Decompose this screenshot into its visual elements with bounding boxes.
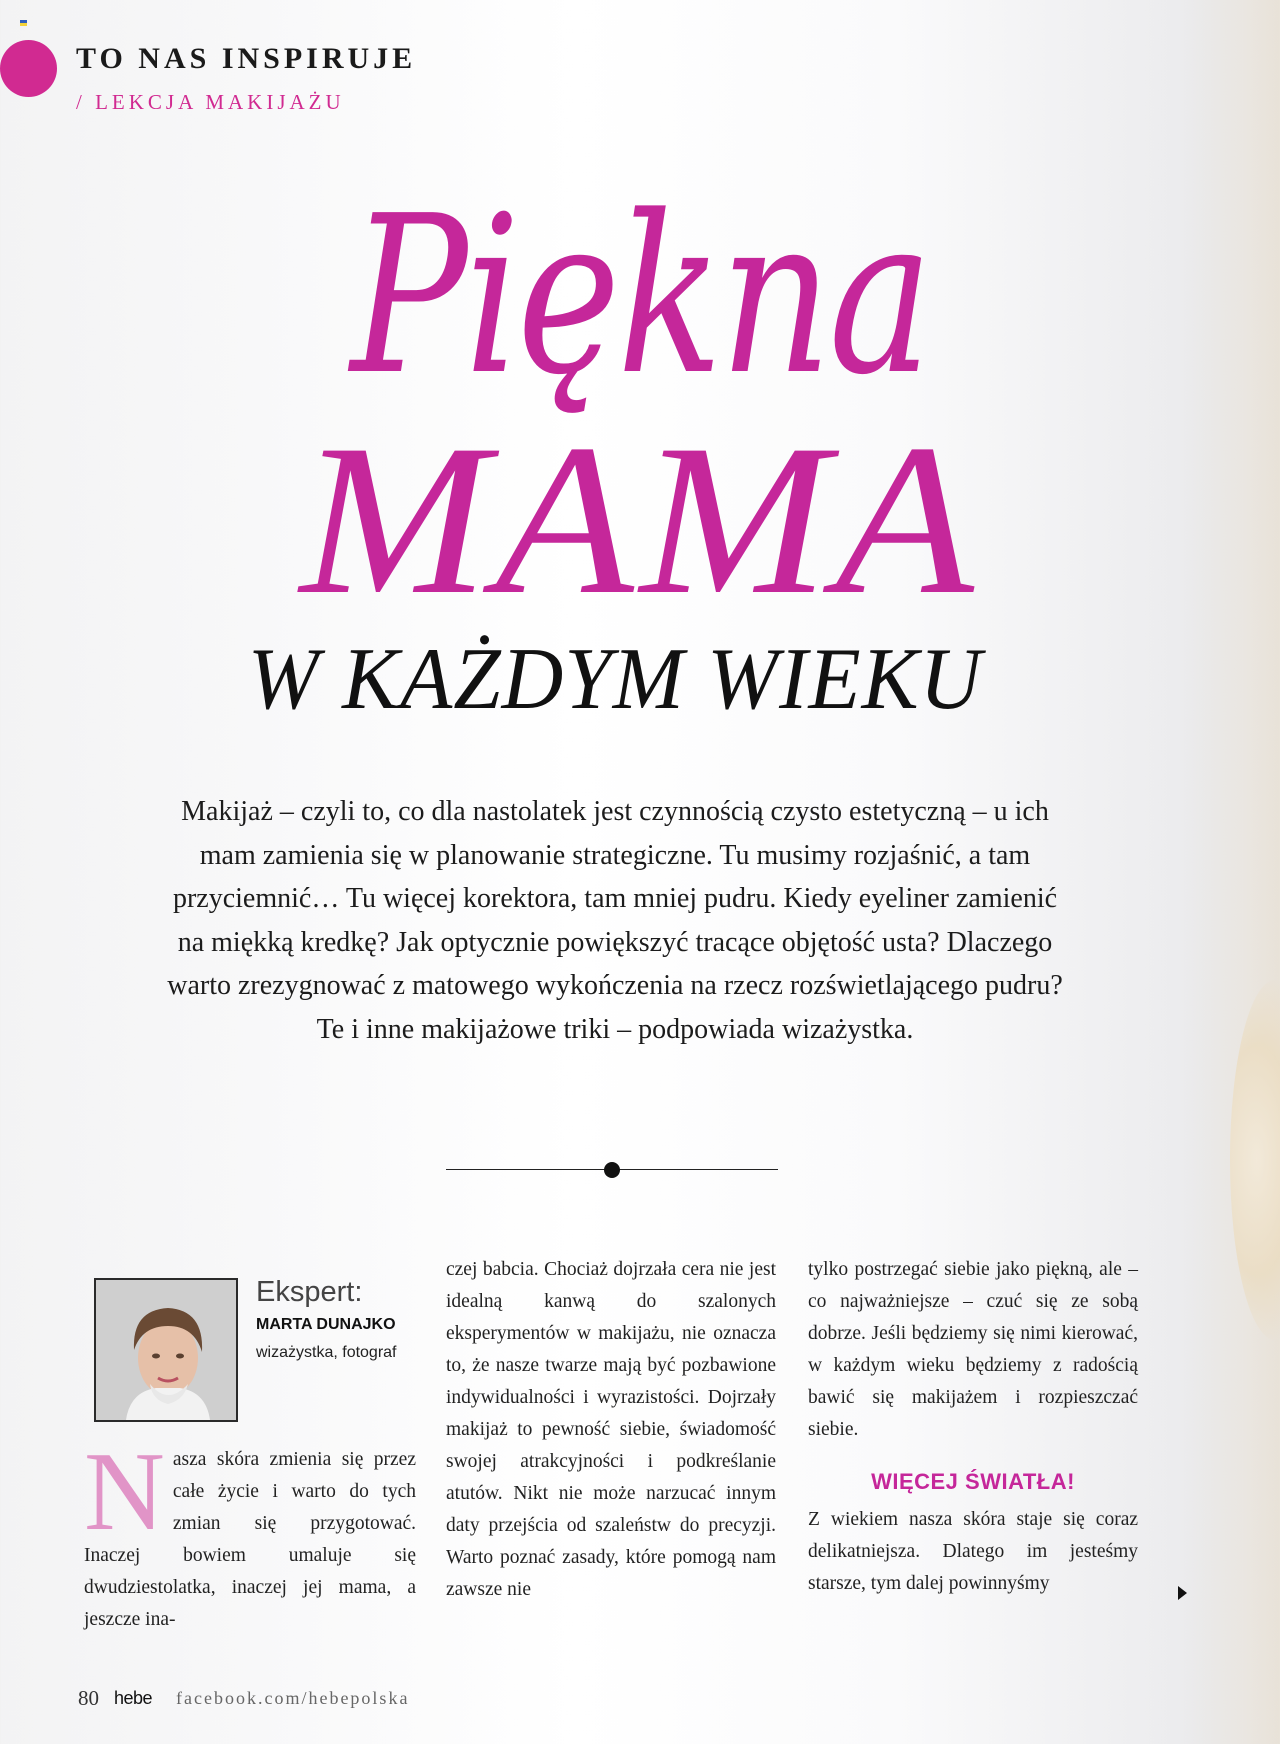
dot-divider-icon	[446, 1160, 778, 1180]
flag-icon	[20, 20, 27, 26]
article-column-2	[446, 1254, 776, 1606]
footer-url: facebook.com/hebepolska	[176, 1688, 410, 1708]
expert-photo	[94, 1278, 238, 1422]
brand-logo: hebe	[114, 1688, 153, 1708]
triangle-right-icon	[1178, 1586, 1187, 1600]
article-column-3	[808, 1254, 1138, 1600]
article-text-3a: tylko postrzegać siebie jako piękną, ale – co najważniejsze – czuć się ze sobą dobrze. Jeśli będziemy się nimi kierować, w każdym wieku będziemy z radością bawić się makijażem i rozpieszczać siebie.	[808, 1259, 1138, 1440]
headline-line-1: Piękna	[350, 170, 930, 423]
section-title: TO NAS INSPIRUJE	[76, 42, 417, 75]
background-shadow	[1190, 0, 1280, 1744]
headline-line-3: W KAŻDYM WIEKU	[247, 631, 983, 728]
section-subtitle: / LEKCJA MAKIJAŻU	[76, 90, 345, 114]
subheading: WIĘCEJ ŚWIATŁA!	[871, 1469, 1075, 1494]
expert-role: wizażystka, fotograf	[256, 1344, 397, 1361]
page-number: 80	[78, 1686, 99, 1710]
lead-paragraph: Makijaż – czyli to, co dla nastolatek jest czynnością czysto estetyczną – u ich mam zamienia się w planowanie strategiczne. Tu musimy rozjaśnić, a tam przyciemnić… Tu więcej korektora, tam mniej pudru. Kiedy eyeliner zamienić na miękką kredkę? Jak optycznie powiększyć tracące objętość usta? Dlaczego warto zrezygnować z matowego wykończenia na rzecz rozświetlającego pudru? Te i inne makijażowe triki – podpowiada wizażystka.	[167, 796, 1063, 1045]
section-dot-icon	[0, 40, 57, 97]
headline-line-2: MAMA	[299, 400, 981, 639]
article-text-3b: Z wiekiem nasza skóra staje się coraz delikatniejsza. Dlatego im jesteśmy starsze, tym dalej powinnyśmy	[808, 1509, 1138, 1594]
expert-label: Ekspert:	[256, 1276, 363, 1308]
expert-name: MARTA DUNAJKO	[256, 1316, 396, 1333]
article-text-1: asza skóra zmienia się przez całe życie i warto do tych zmian się przygotować. Inaczej bowiem umaluje się dwudziestolatka, inaczej jej mama, a jeszcze ina-	[84, 1449, 416, 1630]
article-text-2: czej babcia. Chociaż dojrzała cera nie jest idealną kanwą do szalonych eksperymentów w makijażu, nie oznacza to, że nasze twarze mają być pozbawione indywidualności i wyrazistości. Dojrzały makijaż to pewność siebie, świadomość swojej atrakcyjności i podkreślanie atutów. Nikt nie może narzucać innym daty przejścia od szaleństw do precyzji. Warto poznać zasady, które pomogą nam zawsze nie	[446, 1259, 776, 1600]
drop-cap: N	[84, 1430, 165, 1554]
article-column-1	[84, 1430, 416, 1636]
